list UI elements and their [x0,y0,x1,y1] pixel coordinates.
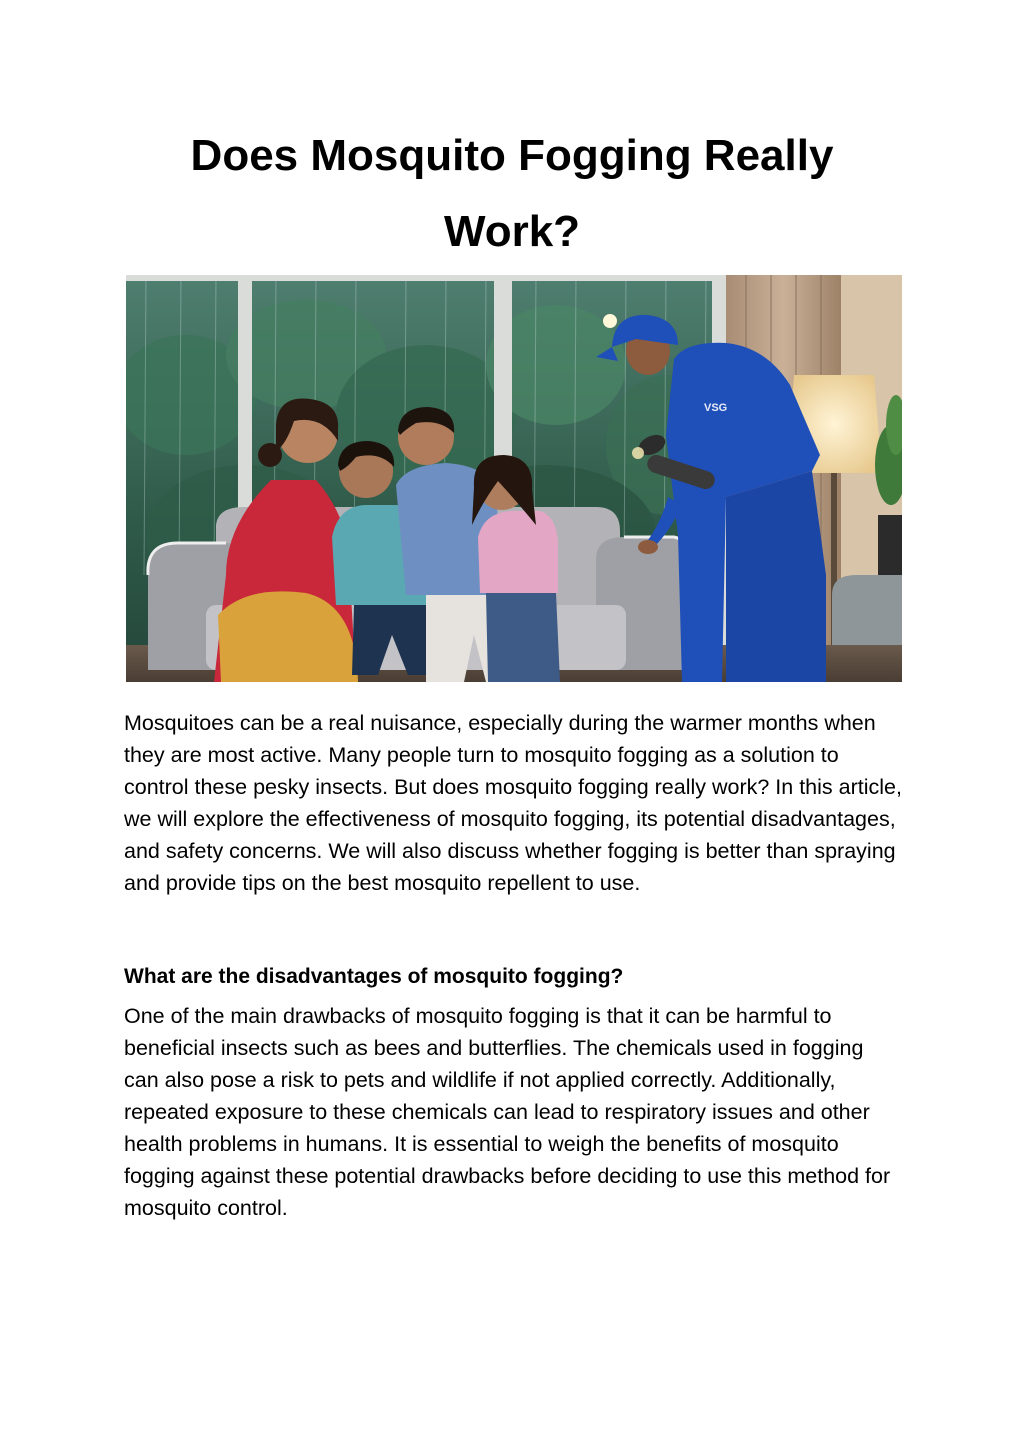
intro-paragraph: Mosquitoes can be a real nuisance, especially during the warmer months when they are most active. Many people turn to mosquito fogging as a solution to control these pesky insects. But does mosquito fogging really work? In this article, we will explore the effectiveness of mosquito fogging, its potential disadvantages, and safety concerns. We will also discuss whether fogging is better than spraying and provide tips on the best mosquito repellent to use. [124,711,902,895]
ceiling-light [603,314,617,328]
uniform-logo: VSG [704,402,728,414]
section-heading: What are the disadvantages of mosquito fogging? [124,965,624,988]
section-body-paragraph: One of the main drawbacks of mosquito fogging is that it can be harmful to beneficial insects such as bees and butterflies. The chemicals used in fogging can also pose a risk to pets and wildlife if not applied correctly. Additionally, repeated exposure to these chemicals can lead to respiratory issues and other health problems in humans. It is essential to weigh the benefits of mosquito fogging against these potential drawbacks before deciding to use this method for mosquito control. [124,1004,891,1220]
article-title: Does Mosquito Fogging Really Work? [190,131,834,256]
hero-illustration [126,275,902,682]
hero-image [126,275,902,682]
